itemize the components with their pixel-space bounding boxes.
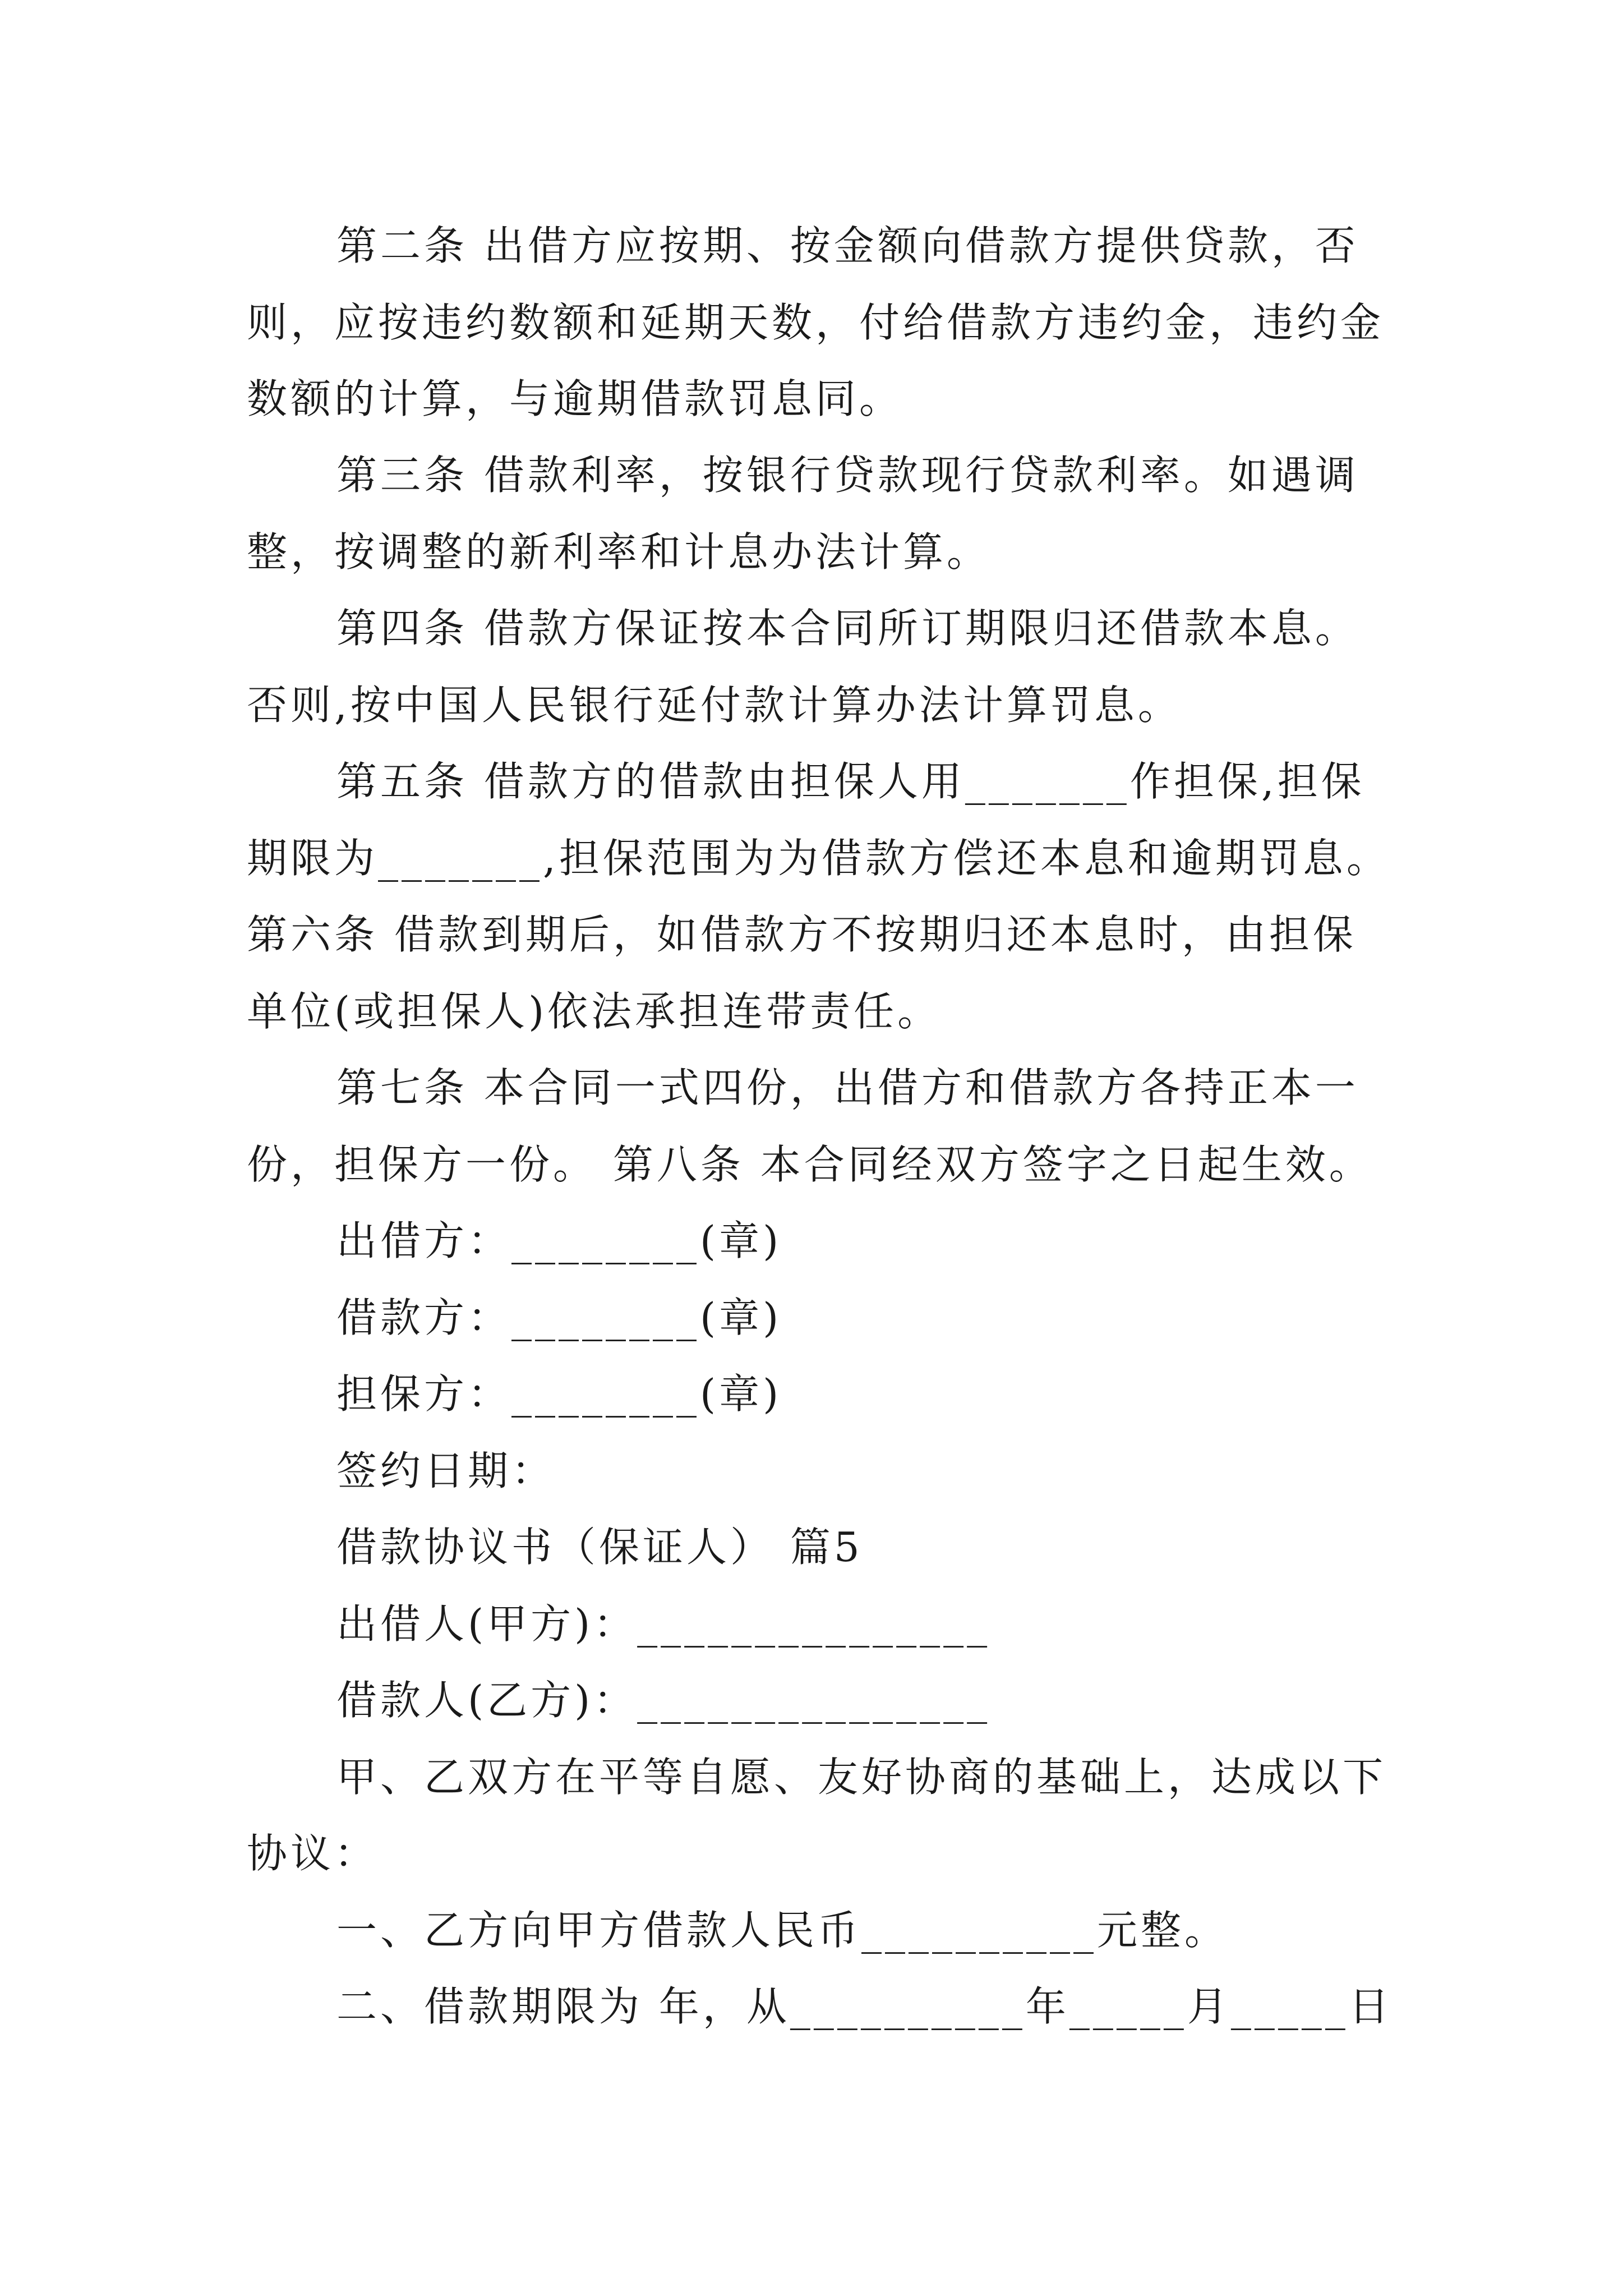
guarantor-signature-line: 担保方：________(章): [336, 1370, 782, 1418]
article-3-line-1: 第三条 借款利率，按银行贷款现行贷款利率。如遇调: [336, 452, 1359, 499]
article-7-8-line: 份，担保方一份。 第八条 本合同经双方签字之日起生效。: [247, 1141, 1373, 1188]
article-4-line-2: 否则,按中国人民银行延付款计算办法计算罚息。: [247, 682, 1182, 729]
signing-date-line: 签约日期：: [336, 1447, 556, 1494]
agreement-intro-line-2: 协议：: [247, 1830, 379, 1877]
article-2-line-1: 第二条 出借方应按期、按金额向借款方提供贷款，否: [336, 222, 1359, 269]
article-5-line-1: 第五条 借款方的借款由担保人用_______作担保,担保: [336, 758, 1365, 805]
party-b-line: 借款人(乙方)：_______________: [336, 1677, 991, 1724]
section-heading: 借款协议书（保证人） 篇5: [336, 1524, 863, 1571]
party-a-line: 出借人(甲方)：_______________: [336, 1600, 991, 1648]
article-2-line-3: 数额的计算，与逾期借款罚息同。: [247, 375, 903, 422]
clause-1-line: 一、乙方向甲方借款人民币__________元整。: [336, 1907, 1229, 1954]
clause-2-line: 二、借款期限为 年，从__________年_____月_____日: [336, 1983, 1393, 2030]
lender-signature-line: 出借方：________(章): [336, 1217, 782, 1264]
agreement-intro-line-1: 甲、乙双方在平等自愿、友好协商的基础上，达成以下: [336, 1754, 1387, 1801]
borrower-signature-line: 借款方：________(章): [336, 1294, 782, 1341]
article-7-line-1: 第七条 本合同一式四份，出借方和借款方各持正本一: [336, 1064, 1359, 1111]
article-6-line-1: 第六条 借款到期后，如借款方不按期归还本息时，由担保: [247, 911, 1357, 958]
article-2-line-2: 则，应按违约数额和延期天数，付给借款方违约金，违约金: [247, 299, 1385, 346]
article-5-line-2: 期限为_______,担保范围为为借款方偿还本息和逾期罚息。: [247, 835, 1390, 882]
article-3-line-2: 整，按调整的新利率和计息办法计算。: [247, 528, 991, 576]
article-4-line-1: 第四条 借款方保证按本合同所订期限归还借款本息。: [336, 605, 1359, 652]
article-6-line-2: 单位(或担保人)依法承担连带责任。: [247, 988, 942, 1035]
